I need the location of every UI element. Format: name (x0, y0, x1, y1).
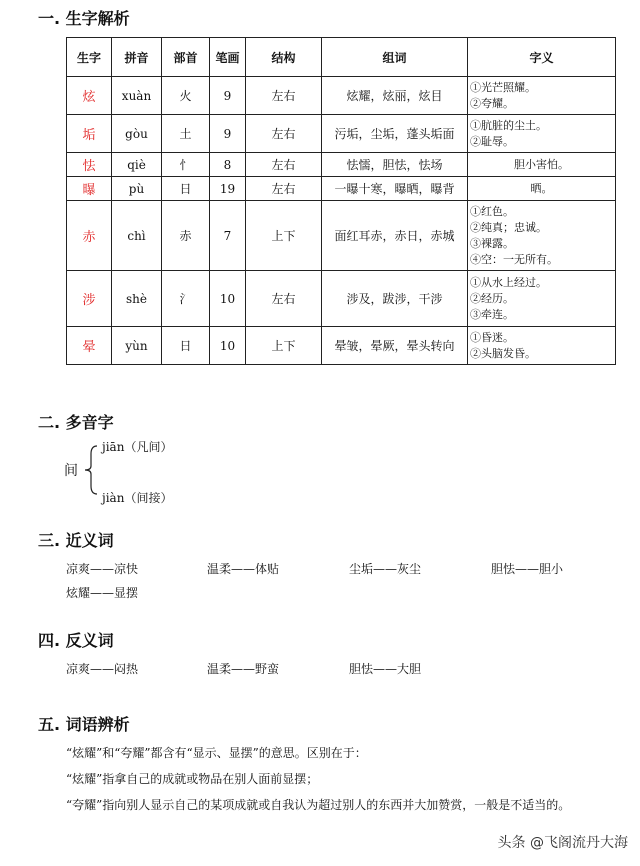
char-analysis-table (66, 37, 616, 365)
cell-pinyin: qiè (112, 153, 162, 177)
cell-structure: 左右 (246, 271, 322, 327)
analysis-paragraph: “夸耀”指向别人显示自己的某项成就或自我认为超过别人的东西并大加赞赏，一般是不适当的。 (66, 798, 571, 812)
table-row (67, 271, 616, 327)
cell-radical: 忄 (162, 153, 210, 177)
antonym-pair: 胆怯——大胆 (349, 662, 422, 676)
table-row (67, 327, 616, 365)
analysis-paragraph: “炫耀”和“夸耀”都含有“显示、显摆”的意思。区别在于： (66, 746, 367, 760)
cell-char: 涉 (67, 271, 112, 327)
cell-pinyin: shè (112, 271, 162, 327)
meaning-line: ③牵连。 (470, 307, 514, 321)
table-header-row (67, 38, 616, 77)
meaning-line: ①从水上经过。 (470, 275, 547, 289)
section-title-antonyms: 四. 反义词 (38, 631, 114, 650)
cell-structure: 左右 (246, 115, 322, 153)
synonym-pair: 胆怯——胆小 (491, 562, 564, 576)
cell-words: 面红耳赤，赤日，赤城 (322, 201, 468, 271)
cell-meaning (468, 327, 616, 365)
cell-structure: 左右 (246, 177, 322, 201)
cell-strokes: 8 (210, 153, 246, 177)
table-row (67, 153, 616, 177)
antonym-pair: 温柔——野蛮 (207, 662, 280, 676)
cell-meaning (468, 201, 616, 271)
cell-words: 涉及，跋涉，干涉 (322, 271, 468, 327)
cell-words: 一曝十寒，曝晒，曝背 (322, 177, 468, 201)
header-structure: 结构 (246, 38, 322, 77)
cell-meaning (468, 153, 616, 177)
cell-radical: 土 (162, 115, 210, 153)
cell-char: 炫 (67, 77, 112, 115)
cell-meaning (468, 177, 616, 201)
polyphone-char: 间 (64, 463, 78, 479)
header-words: 组词 (322, 38, 468, 77)
cell-strokes: 19 (210, 177, 246, 201)
header-strokes: 笔画 (210, 38, 246, 77)
cell-strokes: 7 (210, 201, 246, 271)
cell-words: 晕皱，晕厥，晕头转向 (322, 327, 468, 365)
cell-structure: 左右 (246, 77, 322, 115)
meaning-line: ③裸露。 (470, 236, 514, 250)
cell-pinyin: chì (112, 201, 162, 271)
cell-meaning (468, 77, 616, 115)
meaning-line: ①昏迷。 (470, 330, 514, 344)
meaning-line: ②纯真；忠诚。 (470, 220, 547, 234)
analysis-paragraph: “炫耀”指拿自己的成就或物品在别人面前显摆； (66, 772, 319, 786)
cell-radical: 火 (162, 77, 210, 115)
meaning-line: 胆小害怕。 (514, 157, 569, 171)
synonym-pair: 凉爽——凉快 (66, 562, 139, 576)
table-row (67, 115, 616, 153)
polyphone-reading-2: jiàn（间接） (102, 491, 173, 505)
table-row (67, 177, 616, 201)
antonym-pair: 凉爽——闷热 (66, 662, 139, 676)
cell-strokes: 9 (210, 115, 246, 153)
header-pinyin: 拼音 (112, 38, 162, 77)
cell-words: 炫耀，炫丽，炫目 (322, 77, 468, 115)
cell-char: 垢 (67, 115, 112, 153)
synonym-pair: 尘垢——灰尘 (349, 562, 422, 576)
synonym-pair: 炫耀——显摆 (66, 586, 139, 600)
cell-structure: 上下 (246, 201, 322, 271)
meaning-line: ②头脑发昏。 (470, 346, 536, 360)
section-title-char-analysis: 一. 生字解析 (38, 9, 130, 28)
meaning-line: ②经历。 (470, 291, 514, 305)
cell-strokes: 10 (210, 271, 246, 327)
cell-pinyin: yùn (112, 327, 162, 365)
table-row (67, 201, 616, 271)
cell-char: 晕 (67, 327, 112, 365)
header-meaning: 字义 (468, 38, 616, 77)
cell-radical: 日 (162, 177, 210, 201)
polyphone-brace-icon (83, 440, 103, 500)
meaning-line: ②夸耀。 (470, 96, 514, 110)
cell-strokes: 9 (210, 77, 246, 115)
watermark: 头条 @飞阁流丹大海 (497, 835, 628, 851)
cell-words: 污垢，尘垢，蓬头垢面 (322, 115, 468, 153)
meaning-line: 晒。 (530, 181, 553, 195)
polyphone-reading-1: jiān（凡间） (102, 440, 173, 454)
cell-pinyin: xuàn (112, 77, 162, 115)
cell-structure: 左右 (246, 153, 322, 177)
table-row (67, 77, 616, 115)
header-char: 生字 (67, 38, 112, 77)
cell-meaning (468, 115, 616, 153)
cell-meaning (468, 271, 616, 327)
cell-pinyin: gòu (112, 115, 162, 153)
cell-radical: 日 (162, 327, 210, 365)
cell-char: 怯 (67, 153, 112, 177)
cell-words: 怯懦，胆怯，怯场 (322, 153, 468, 177)
meaning-line: ①肮脏的尘土。 (470, 118, 547, 132)
synonym-pair: 温柔——体贴 (207, 562, 280, 576)
cell-radical: 氵 (162, 271, 210, 327)
header-radical: 部首 (162, 38, 210, 77)
meaning-line: ①红色。 (470, 204, 514, 218)
meaning-line: ②耻辱。 (470, 134, 514, 148)
section-title-synonyms: 三. 近义词 (38, 531, 114, 550)
section-title-polyphone: 二. 多音字 (38, 413, 114, 432)
cell-char: 曝 (67, 177, 112, 201)
cell-strokes: 10 (210, 327, 246, 365)
cell-char: 赤 (67, 201, 112, 271)
cell-radical: 赤 (162, 201, 210, 271)
meaning-line: ①光芒照耀。 (470, 80, 536, 94)
cell-structure: 上下 (246, 327, 322, 365)
cell-pinyin: pù (112, 177, 162, 201)
section-title-word-analysis: 五. 词语辨析 (38, 715, 130, 734)
meaning-line: ④空：一无所有。 (470, 252, 558, 266)
